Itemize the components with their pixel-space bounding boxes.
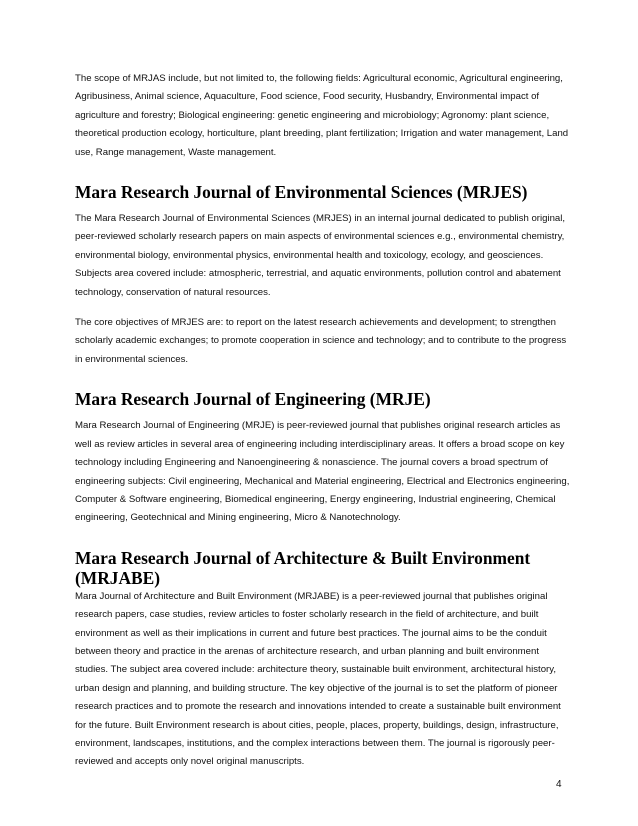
mrjas-scope-paragraph: The scope of MRJAS include, but not limited to, the following fields: Agricultural economic, Agricultural engineering, Agribusiness, Animal science, Aquaculture, Food science, Food security, Husbandry, Environmental impact of agriculture and forestry; Biological engineering: genetic engineering and microbiology; Agronomy: plant science, theoretical production ecology, horticulture, plant breeding, plant fertilization; Irrigation and water management, Land use, Range management, Waste management. — [75, 73, 569, 158]
mrjes-description-paragraph: The Mara Research Journal of Environmental Sciences (MRJES) in an internal journal dedicated to publish original, peer-reviewed scholarly research papers on main aspects of environmental sciences e.g., environmental chemistry, environmental biology, environmental physics, environmental health and toxicology, ecology, and geosciences. Subjects area covered include: atmospheric, terrestrial, and aquatic environments, pollution control and abatement technology, conservation of natural resources. — [75, 213, 566, 298]
spacer — [75, 528, 572, 548]
mrjes-objectives-paragraph: The core objectives of MRJES are: to report on the latest research achievements and development; to strengthen scholarly academic exchanges; to promote cooperation in science and technology; and to contribute to the progress in environmental sciences. — [75, 317, 567, 365]
page-content — [75, 70, 572, 772]
spacer — [75, 409, 572, 417]
mrjabe-heading: Mara Research Journal of Architecture & Built Environment (MRJABE) — [75, 547, 531, 588]
spacer — [75, 162, 572, 182]
mrjes-heading: Mara Research Journal of Environmental Sciences (MRJES) — [75, 182, 528, 203]
mrje-heading: Mara Research Journal of Engineering (MRJE) — [75, 389, 431, 410]
mrjabe-description-paragraph: Mara Journal of Architecture and Built Environment (MRJABE) is a peer-reviewed journal that publishes original research papers, case studies, review articles to foster scholarly research in the field of architecture, and built environment as well as their implications in current and future best practices. The journal aims to be the conduit between theory and practice in the arenas of architecture research, and urban planning and built environment studies. The subject area covered include: architecture theory, sustainable built environment, architectural history, urban design and planning, and building structure. The key objective of the journal is to set the platform of pioneer research practices and to promote the research and innovations intended to create a sustainable built environment for the future. Built Environment research is about cities, people, places, property, buildings, design, infrastructure, environment, landscapes, institutions, and the complex interactions between them. The journal is rigorously peer-reviewed and accepts only novel original manuscripts. — [75, 590, 561, 768]
page-number: 4 — [556, 779, 562, 790]
spacer — [75, 202, 572, 210]
spacer — [75, 302, 572, 314]
spacer — [75, 369, 572, 389]
mrje-description-paragraph: Mara Research Journal of Engineering (MRJE) is peer-reviewed journal that publishes original research articles as well as review articles in several area of engineering including interdisciplinary areas. It offers a broad scope on key technology including Engineering and Nanoengineering & nonascience. The journal covers a broad spectrum of engineering subjects: Civil engineering, Mechanical and Material engineering, Electrical and Electronics engineering, Computer & Software engineering, Biomedical engineering, Energy engineering, Industrial engineering, Chemical engineering, Geotechnical and Mining engineering, Micro & Nanotechnology. — [75, 420, 570, 524]
